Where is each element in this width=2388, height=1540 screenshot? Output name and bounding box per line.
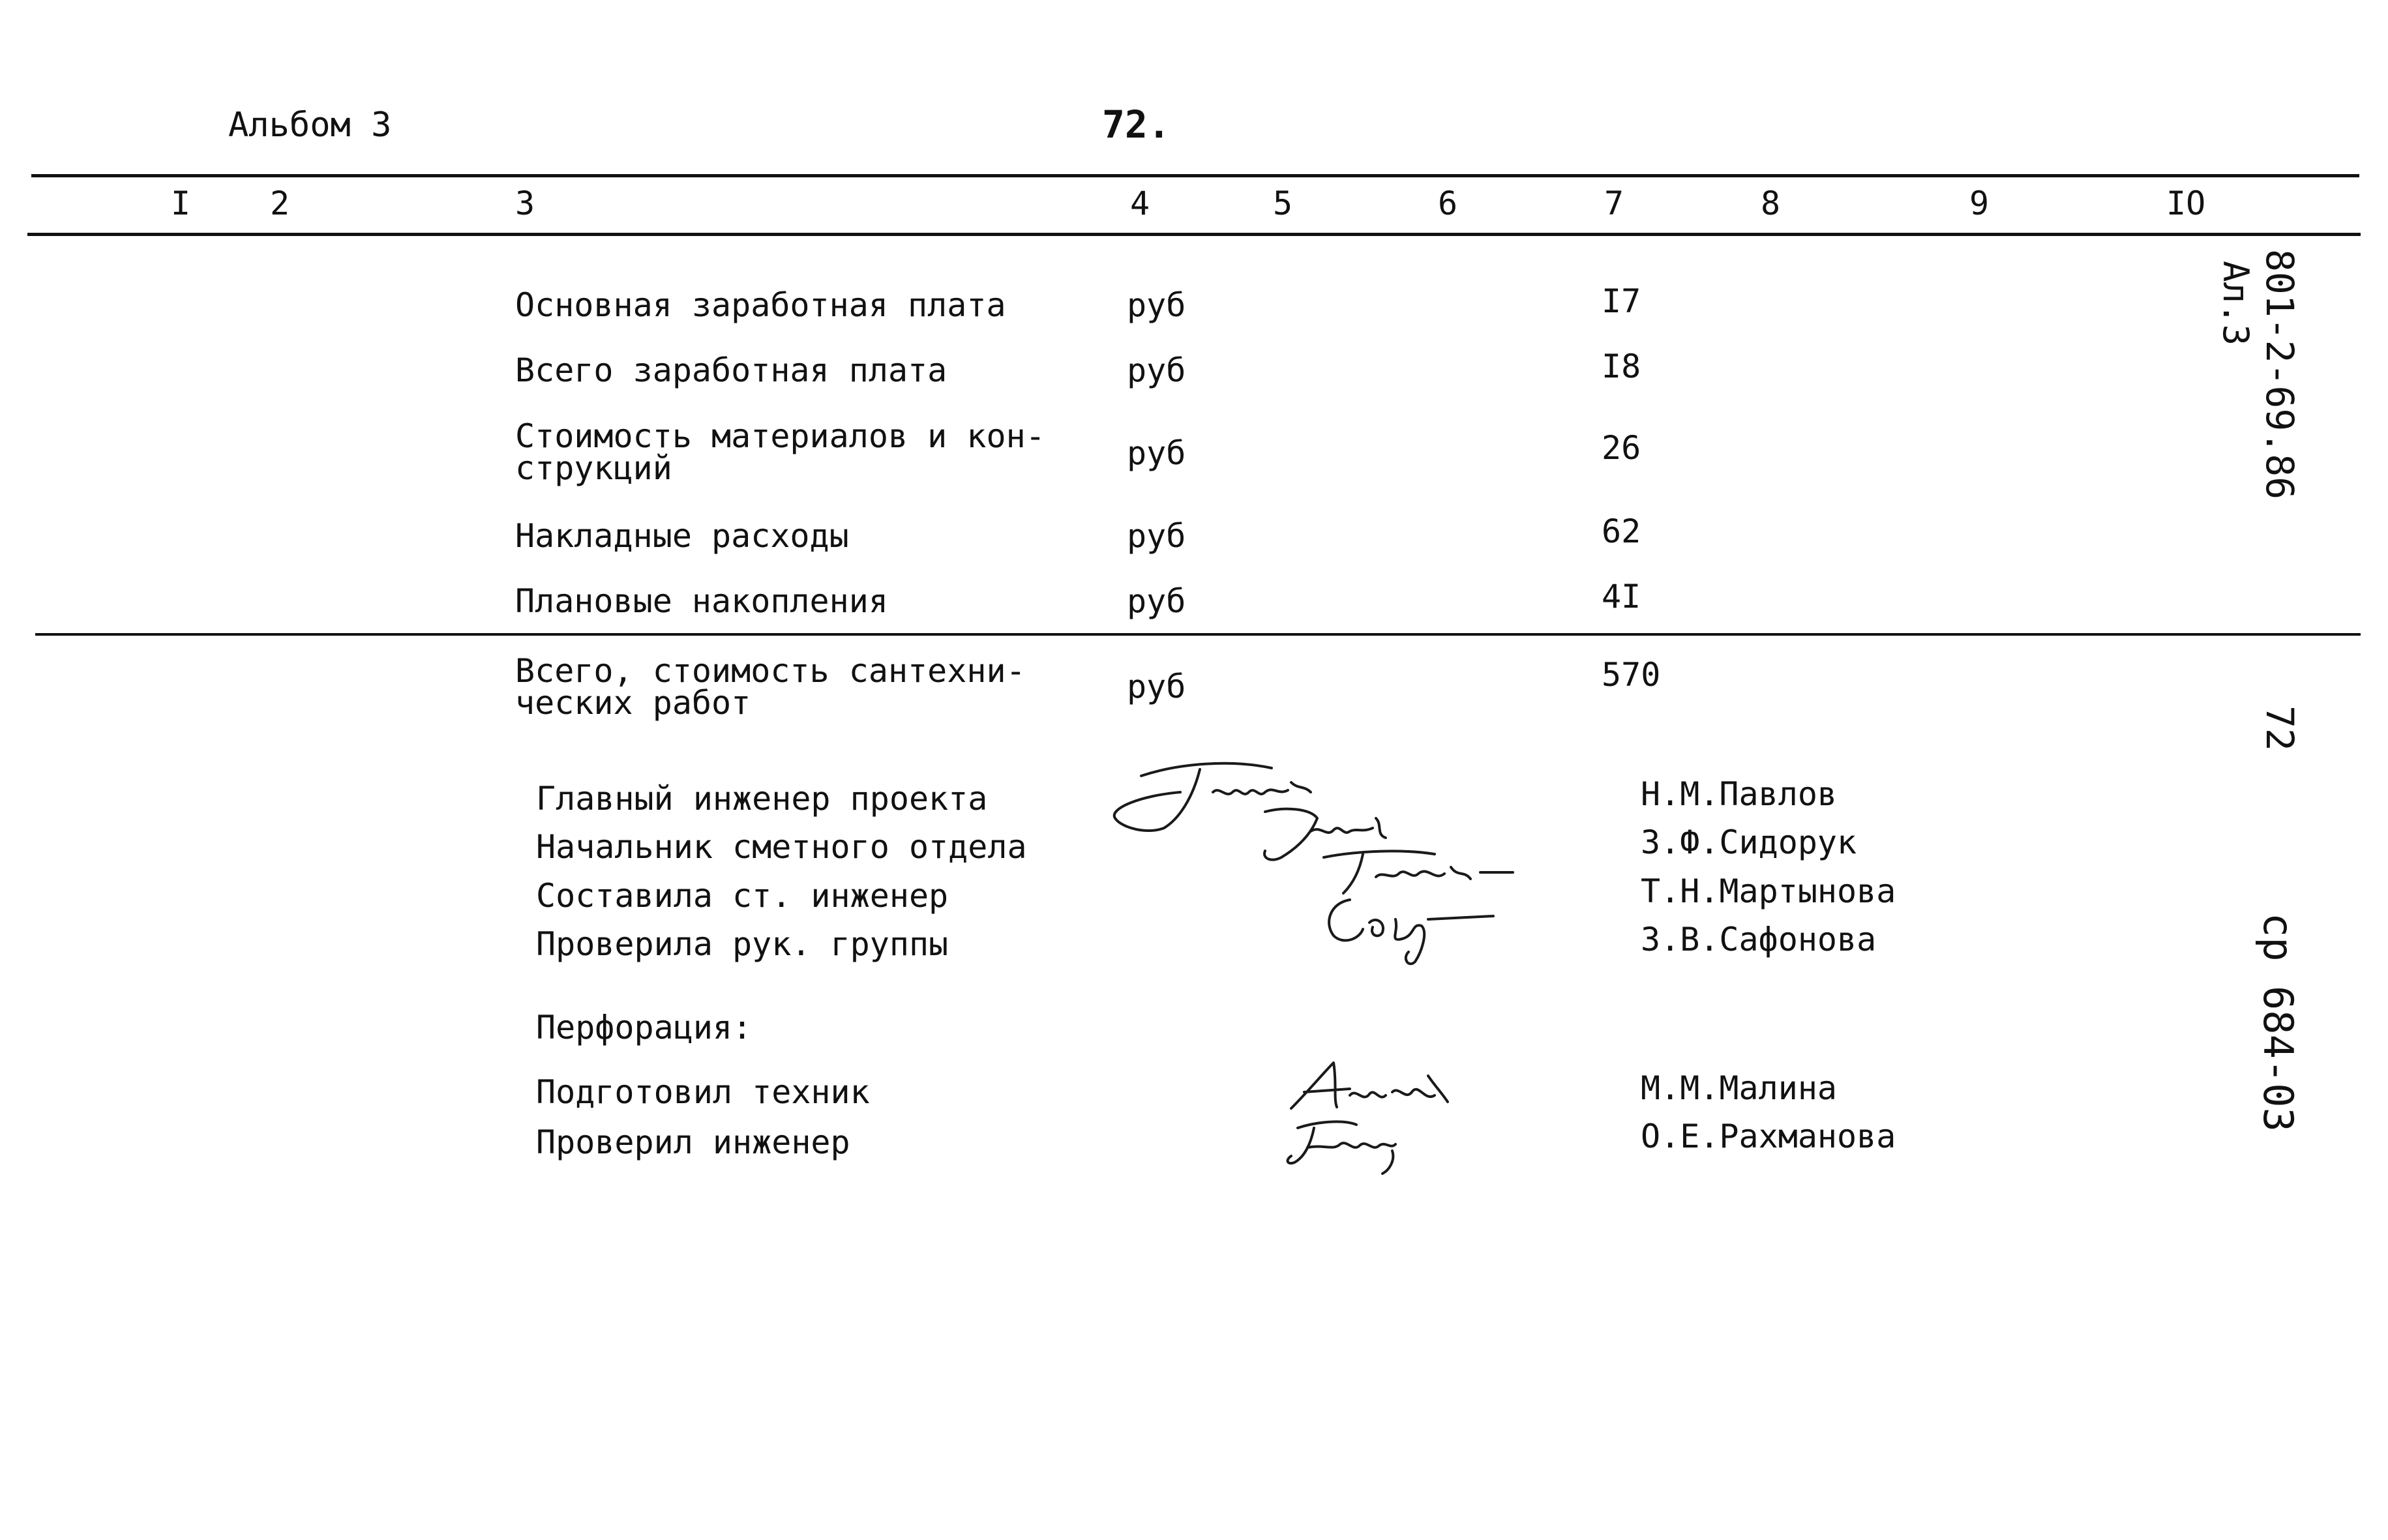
column-number: 8 — [1761, 185, 1781, 222]
margin-stamp: ср 684-03 — [2254, 913, 2302, 1132]
signatory-role: Проверил инженер — [536, 1123, 850, 1161]
row-unit: руб — [1127, 582, 1186, 620]
row-name-line: Стоимость материалов и кон- — [515, 417, 1045, 455]
total-rule — [35, 633, 2361, 636]
page-number: 72. — [1102, 102, 1171, 147]
row-value: 26 — [1602, 429, 1641, 467]
row-name: Накладные расходы — [515, 517, 849, 555]
signatory-role: Подготовил техник — [536, 1073, 870, 1111]
total-unit: руб — [1127, 668, 1186, 705]
signatory-name: З.Ф.Сидорук — [1641, 823, 1857, 861]
perforation-heading: Перфорация: — [536, 1009, 753, 1046]
signatory-role: Главный инженер проекта — [536, 780, 988, 818]
column-number: 5 — [1273, 185, 1293, 222]
signatory-name: Т.Н.Мартынова — [1641, 872, 1896, 910]
signature-engineer — [1278, 1112, 1435, 1177]
signatory-name: З.В.Сафонова — [1641, 921, 1877, 958]
signatory-role: Проверила рук. группы — [536, 925, 949, 963]
column-number: 2 — [270, 185, 290, 222]
column-header-rule — [27, 233, 2361, 236]
margin-doc-code: 801-2-69.86 — [2258, 249, 2302, 500]
column-number: IO — [2166, 185, 2206, 222]
row-value: 4I — [1602, 578, 1641, 615]
row-unit: руб — [1127, 517, 1186, 555]
row-name — [515, 417, 1045, 487]
total-value: 570 — [1602, 656, 1661, 694]
row-unit: руб — [1127, 286, 1186, 324]
margin-sheet-number: 72 — [2258, 705, 2302, 751]
signatory-name: М.М.Малина — [1641, 1069, 1838, 1107]
margin-album: Ал.3 — [2215, 261, 2256, 346]
total-name — [515, 652, 1026, 722]
total-name-line: Всего, стоимость сантехни- — [515, 652, 1026, 690]
row-name-line: струкций — [515, 449, 672, 487]
column-number: 3 — [515, 185, 535, 222]
signatory-role: Начальник сметного отдела — [536, 828, 1027, 866]
column-number: I — [171, 185, 191, 222]
row-name: Основная заработная плата — [515, 286, 1006, 324]
top-rule — [31, 174, 2359, 177]
row-name: Всего заработная плата — [515, 351, 948, 389]
column-number: 4 — [1130, 185, 1150, 222]
signatory-name: О.Е.Рахманова — [1641, 1118, 1896, 1155]
row-value: I7 — [1602, 282, 1641, 320]
signature-technician — [1278, 1056, 1454, 1115]
row-unit: руб — [1127, 434, 1186, 472]
signatory-role: Составила ст. инженер — [536, 877, 949, 915]
column-number: 6 — [1438, 185, 1458, 222]
column-number: 7 — [1604, 185, 1624, 222]
row-unit: руб — [1127, 351, 1186, 389]
row-name: Плановые накопления — [515, 582, 888, 620]
total-name-line: ческих работ — [515, 684, 751, 722]
signatory-name: Н.М.Павлов — [1641, 775, 1838, 813]
row-value: I8 — [1602, 348, 1641, 385]
signature-group-lead — [1311, 887, 1506, 978]
album-label: Альбом 3 — [228, 106, 392, 145]
row-value: 62 — [1602, 512, 1641, 550]
column-number: 9 — [1969, 185, 1990, 222]
